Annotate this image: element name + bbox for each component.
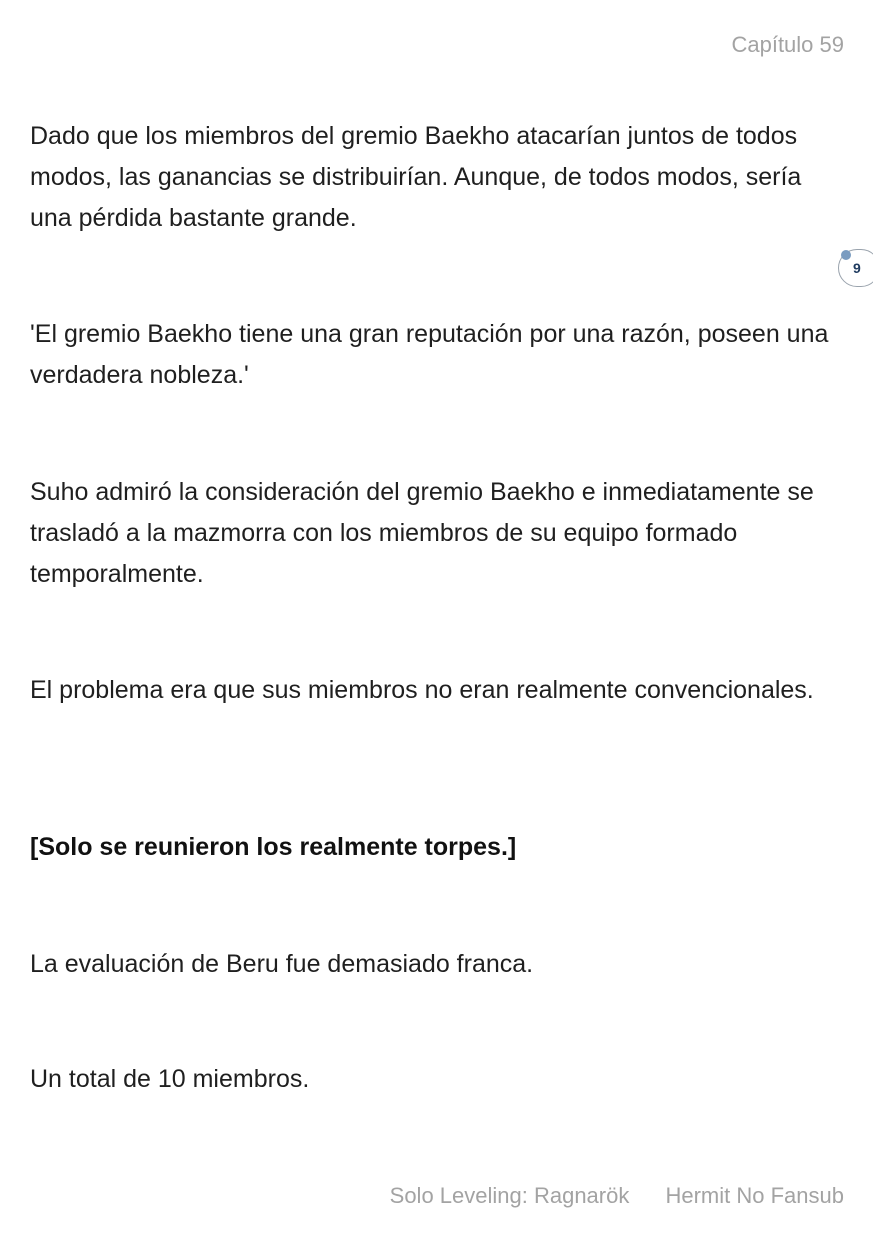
- marker-dot-icon: [841, 250, 851, 260]
- page-footer: [390, 1183, 844, 1209]
- paragraph-2: 'El gremio Baekho tiene una gran reputación por una razón, poseen una verdadera nobleza.': [30, 320, 829, 389]
- paragraph-1: Dado que los miembros del gremio Baekho atacarían juntos de todos modos, las ganancias se distribuirían. Aunque, de todos modos, sería una pérdida bastante grande.: [30, 122, 802, 232]
- page-number: 9: [853, 260, 861, 276]
- page-number-marker[interactable]: [838, 249, 873, 287]
- paragraph-7: Un total de 10 miembros.: [30, 1065, 310, 1093]
- footer-translator: Hermit No Fansub: [665, 1183, 844, 1208]
- paragraph-5-bold: [Solo se reunieron los realmente torpes.]: [30, 833, 517, 861]
- paragraph-3: Suho admiró la consideración del gremio Baekho e inmediatamente se trasladó a la mazmorra con los miembros de su equipo formado temporalmente.: [30, 478, 814, 588]
- paragraph-4: El problema era que sus miembros no eran realmente convencionales.: [30, 676, 814, 704]
- chapter-label: Capítulo 59: [731, 32, 844, 57]
- paragraph-6: La evaluación de Beru fue demasiado franca.: [30, 950, 534, 978]
- footer-book-title: Solo Leveling: Ragnarök: [389, 1183, 630, 1208]
